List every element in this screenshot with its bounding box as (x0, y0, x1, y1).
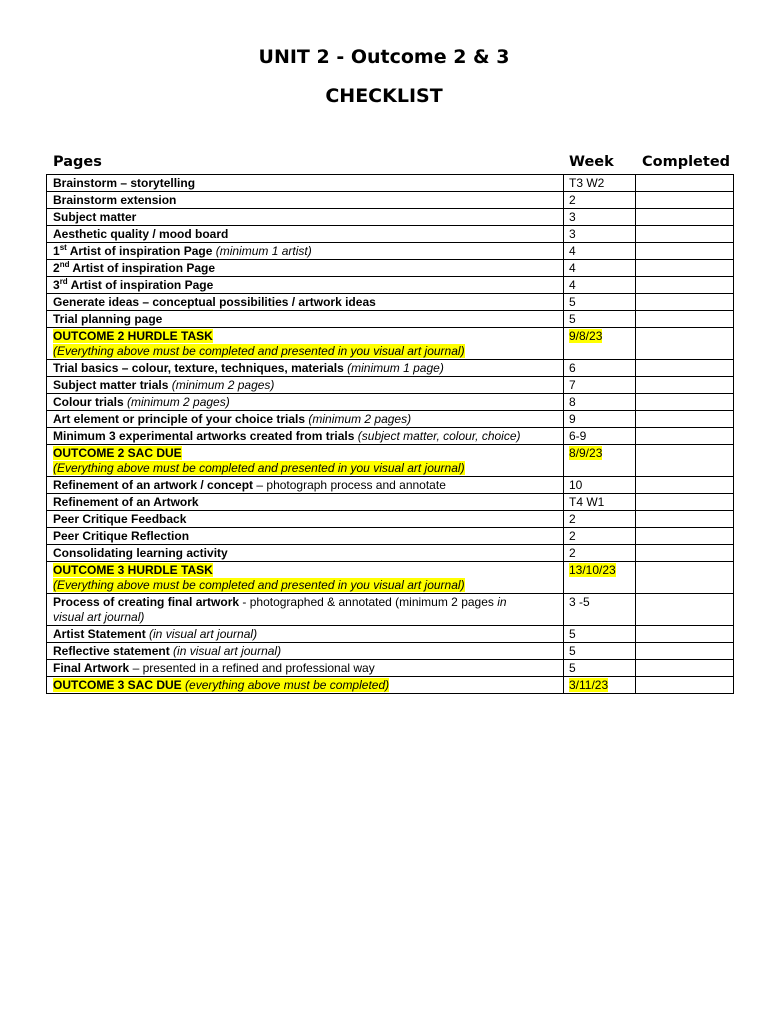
table-row (47, 445, 734, 477)
completed-cell[interactable] (636, 360, 734, 377)
completed-cell[interactable] (636, 626, 734, 643)
task-cell (47, 677, 564, 694)
week-value: 10 (569, 478, 583, 492)
week-value: 5 (569, 661, 576, 675)
completed-cell[interactable] (636, 394, 734, 411)
completed-cell[interactable] (636, 277, 734, 294)
task-label (53, 176, 195, 190)
task-title: Artist of inspiration Page (67, 278, 214, 292)
week-value: 5 (569, 627, 576, 641)
task-cell (47, 192, 564, 209)
week-value: 5 (569, 644, 576, 658)
completed-cell[interactable] (636, 209, 734, 226)
completed-cell[interactable] (636, 411, 734, 428)
ordinal-suffix: st (59, 243, 67, 252)
table-row (47, 528, 734, 545)
task-label (53, 412, 411, 426)
task-cell (47, 243, 564, 260)
table-row (47, 311, 734, 328)
task-cell (47, 411, 564, 428)
completed-cell[interactable] (636, 494, 734, 511)
task-note: (in visual art journal) (145, 627, 258, 641)
completed-cell[interactable] (636, 377, 734, 394)
task-title: Trial basics – colour, texture, techniques, materials (53, 361, 344, 375)
task-note: (subject matter, colour, choice) (354, 429, 521, 443)
task-cell (47, 428, 564, 445)
week-cell (564, 626, 636, 643)
week-value: 9 (569, 412, 576, 426)
table-row (47, 562, 734, 594)
week-value: 8 (569, 395, 576, 409)
task-title: Minimum 3 experimental artworks created from trials (53, 429, 355, 443)
task-title: Final Artwork (53, 661, 130, 675)
task-title: OUTCOME 2 HURDLE TASK (53, 329, 213, 343)
task-label (53, 595, 507, 609)
week-value: 2 (569, 512, 576, 526)
week-cell (564, 428, 636, 445)
task-title: Art element or principle of your choice trials (53, 412, 306, 426)
task-note: (in visual art journal) (169, 644, 282, 658)
task-title: Subject matter (53, 210, 137, 224)
completed-cell[interactable] (636, 311, 734, 328)
table-row (47, 175, 734, 192)
task-cell (47, 209, 564, 226)
task-label (53, 546, 228, 560)
completed-cell[interactable] (636, 660, 734, 677)
completed-cell[interactable] (636, 260, 734, 277)
task-cell (47, 660, 564, 677)
week-cell (564, 277, 636, 294)
week-cell (564, 294, 636, 311)
ordinal-number: 1 (53, 244, 60, 258)
week-value: 3 -5 (569, 595, 590, 609)
ordinal-number: 3 (53, 278, 60, 292)
week-cell (564, 677, 636, 694)
task-note: (minimum 2 pages) (168, 378, 275, 392)
task-label (53, 312, 162, 326)
completed-cell[interactable] (636, 192, 734, 209)
completed-cell[interactable] (636, 428, 734, 445)
week-cell (564, 226, 636, 243)
table-row (47, 360, 734, 377)
task-cell (47, 511, 564, 528)
task-title: Subject matter trials (53, 378, 169, 392)
week-value: 2 (569, 546, 576, 560)
week-cell (564, 175, 636, 192)
completed-cell[interactable] (636, 445, 734, 477)
task-label (53, 361, 444, 375)
completed-cell[interactable] (636, 545, 734, 562)
task-cell (47, 394, 564, 411)
task-cell (47, 562, 564, 594)
table-row (47, 394, 734, 411)
task-title: Refinement of an artwork / concept (53, 478, 254, 492)
task-cell (47, 445, 564, 477)
table-row (47, 660, 734, 677)
column-header-pages: Pages (53, 154, 102, 170)
task-title: OUTCOME 3 SAC DUE (53, 678, 182, 692)
completed-cell[interactable] (636, 243, 734, 260)
task-label (53, 329, 213, 343)
column-header-completed: Completed (642, 154, 731, 170)
week-cell (564, 545, 636, 562)
table-row (47, 626, 734, 643)
table-row (47, 643, 734, 660)
week-value: 2 (569, 193, 576, 207)
ordinal-suffix: nd (59, 260, 70, 269)
table-row (47, 377, 734, 394)
completed-cell[interactable] (636, 226, 734, 243)
week-value: 5 (569, 312, 576, 326)
checklist-table (46, 174, 734, 694)
task-cell (47, 260, 564, 277)
task-title: Artist Statement (53, 627, 146, 641)
table-row (47, 209, 734, 226)
week-value: 4 (569, 244, 576, 258)
week-cell (564, 528, 636, 545)
week-cell (564, 511, 636, 528)
task-label (53, 495, 199, 509)
week-cell (564, 643, 636, 660)
table-row (47, 277, 734, 294)
week-cell (564, 660, 636, 677)
checklist-rows (47, 175, 734, 694)
task-title: Aesthetic quality / mood board (53, 227, 229, 241)
task-label (53, 563, 213, 577)
table-row (47, 594, 734, 626)
task-title: Peer Critique Reflection (53, 529, 190, 543)
week-value: T3 W2 (569, 176, 605, 190)
task-note: in (497, 595, 507, 609)
table-row (47, 428, 734, 445)
task-detail: - photographed & annotated (minimum 2 pages (239, 595, 498, 609)
task-note: (minimum 1 page) (343, 361, 444, 375)
table-row (47, 545, 734, 562)
task-title: Trial planning page (53, 312, 163, 326)
task-note-line2: (Everything above must be completed and presented in you visual art journal) (53, 344, 465, 358)
task-label (53, 661, 375, 675)
week-cell (564, 411, 636, 428)
week-value: 8/9/23 (569, 446, 603, 460)
task-label (53, 678, 389, 692)
task-title: Colour trials (53, 395, 124, 409)
task-label (53, 429, 521, 443)
column-header-week: Week (569, 154, 614, 170)
week-cell (564, 260, 636, 277)
task-note: (everything above must be completed) (181, 678, 390, 692)
week-cell (564, 562, 636, 594)
task-label (53, 644, 281, 658)
table-row (47, 294, 734, 311)
table-row (47, 411, 734, 428)
completed-cell[interactable] (636, 528, 734, 545)
task-title: OUTCOME 2 SAC DUE (53, 446, 182, 460)
task-label (53, 529, 189, 543)
week-cell (564, 243, 636, 260)
task-cell (47, 328, 564, 360)
week-cell (564, 360, 636, 377)
task-note: (minimum 1 artist) (215, 244, 312, 258)
completed-cell[interactable] (636, 328, 734, 360)
table-row (47, 260, 734, 277)
completed-cell[interactable] (636, 594, 734, 626)
task-cell (47, 226, 564, 243)
task-title: OUTCOME 3 HURDLE TASK (53, 563, 213, 577)
task-title: Process of creating final artwork (53, 595, 240, 609)
task-label (53, 478, 446, 492)
table-row (47, 494, 734, 511)
week-value: 4 (569, 261, 576, 275)
task-label (53, 227, 228, 241)
task-label (53, 244, 312, 258)
week-cell (564, 311, 636, 328)
task-note: (minimum 2 pages) (123, 395, 230, 409)
week-value: 2 (569, 529, 576, 543)
week-value: 3 (569, 227, 576, 241)
task-label (53, 512, 186, 526)
week-value: 6-9 (569, 429, 587, 443)
week-value: 4 (569, 278, 576, 292)
task-detail: – photograph process and annotate (253, 478, 446, 492)
task-label (53, 278, 213, 292)
week-cell (564, 494, 636, 511)
task-cell (47, 643, 564, 660)
table-row (47, 328, 734, 360)
table-row (47, 226, 734, 243)
task-cell (47, 294, 564, 311)
task-title: Brainstorm extension (53, 193, 177, 207)
week-value: 5 (569, 295, 576, 309)
task-note-line2: (Everything above must be completed and presented in you visual art journal) (53, 578, 465, 592)
completed-cell[interactable] (636, 677, 734, 694)
week-value: 6 (569, 361, 576, 375)
ordinal-suffix: rd (59, 277, 68, 286)
week-cell (564, 594, 636, 626)
task-title: Generate ideas – conceptual possibilities / artwork ideas (53, 295, 376, 309)
week-value: 3 (569, 210, 576, 224)
task-label (53, 295, 376, 309)
task-cell (47, 594, 564, 626)
task-note: (minimum 2 pages) (305, 412, 412, 426)
task-cell (47, 477, 564, 494)
task-label (53, 446, 182, 460)
task-label (53, 210, 136, 224)
task-title: Brainstorm – storytelling (53, 176, 196, 190)
completed-cell[interactable] (636, 294, 734, 311)
completed-cell[interactable] (636, 511, 734, 528)
task-cell (47, 311, 564, 328)
task-cell (47, 494, 564, 511)
completed-cell[interactable] (636, 562, 734, 594)
task-cell (47, 528, 564, 545)
task-label (53, 193, 176, 207)
task-label (53, 627, 257, 641)
week-cell (564, 394, 636, 411)
task-title: Refinement of an Artwork (53, 495, 199, 509)
task-cell (47, 377, 564, 394)
week-cell (564, 328, 636, 360)
task-title: Artist of inspiration Page (69, 261, 216, 275)
task-title: Consolidating learning activity (53, 546, 228, 560)
completed-cell[interactable] (636, 477, 734, 494)
week-cell (564, 377, 636, 394)
table-row (47, 243, 734, 260)
week-cell (564, 477, 636, 494)
task-cell (47, 360, 564, 377)
task-title: Peer Critique Feedback (53, 512, 187, 526)
week-cell (564, 445, 636, 477)
week-cell (564, 209, 636, 226)
week-cell (564, 192, 636, 209)
week-value: 9/8/23 (569, 329, 603, 343)
task-cell (47, 545, 564, 562)
task-label (53, 395, 230, 409)
table-row (47, 477, 734, 494)
ordinal-number: 2 (53, 261, 60, 275)
document-title: UNIT 2 - Outcome 2 & 3 (258, 46, 510, 68)
week-value: 13/10/23 (569, 563, 616, 577)
task-note-line2: visual art journal) (53, 610, 145, 624)
task-note-line2: (Everything above must be completed and presented in you visual art journal) (53, 461, 465, 475)
week-value: 7 (569, 378, 576, 392)
task-cell (47, 626, 564, 643)
task-label (53, 378, 274, 392)
task-title: Reflective statement (53, 644, 170, 658)
completed-cell[interactable] (636, 175, 734, 192)
week-value: T4 W1 (569, 495, 605, 509)
week-value: 3/11/23 (569, 678, 609, 692)
table-row (47, 192, 734, 209)
task-cell (47, 175, 564, 192)
table-row (47, 677, 734, 694)
task-detail: – presented in a refined and professional way (129, 661, 375, 675)
completed-cell[interactable] (636, 643, 734, 660)
document-subtitle: CHECKLIST (325, 85, 443, 107)
task-label (53, 261, 215, 275)
table-row (47, 511, 734, 528)
task-title: Artist of inspiration Page (66, 244, 216, 258)
task-cell (47, 277, 564, 294)
